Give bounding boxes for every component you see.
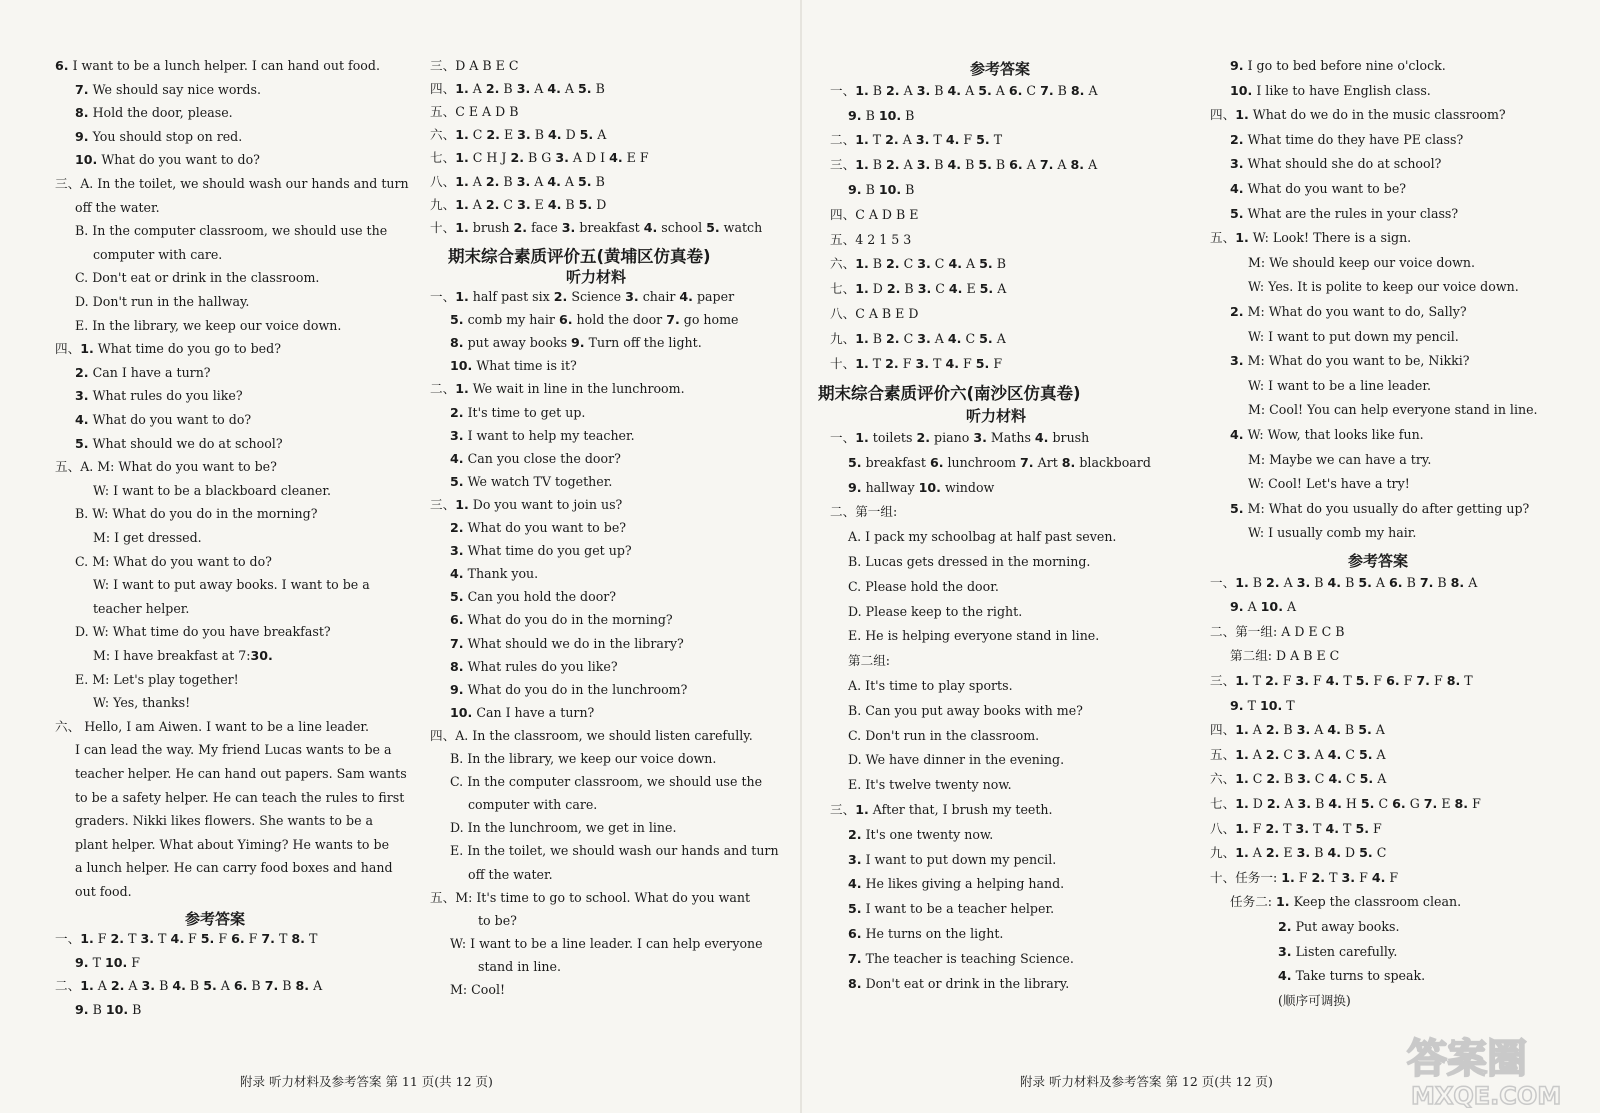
text-line: 7. We should say nice words. [75, 82, 261, 97]
text-line: 5. I want to be a teacher helper. [848, 901, 1055, 916]
text-line: 10. I like to have English class. [1230, 83, 1431, 98]
text-line: 第二组: [848, 653, 891, 668]
text-line: M: We should keep our voice down. [1248, 255, 1475, 270]
section-heading: 期末综合素质评价六(南沙区仿真卷) [818, 384, 1081, 403]
text-line: 9. I go to bed before nine o'clock. [1230, 58, 1446, 73]
text-line: teacher helper. [93, 601, 190, 616]
text-line: 十、任务一: 1. F 2. T 3. F 4. F [1210, 870, 1399, 885]
text-line: W: I want to put away books. I want to be a [93, 577, 370, 592]
text-line: B. Can you put away books with me? [848, 703, 1083, 718]
text-line: 九、1. A 2. E 3. B 4. D 5. C [1210, 845, 1387, 860]
text-line: M: I get dressed. [93, 530, 202, 545]
text-line: 10. What time is it? [450, 358, 577, 373]
page-divider [800, 0, 802, 1113]
text-line: 10. What do you want to do? [75, 152, 260, 167]
text-line: 3. I want to help my teacher. [450, 428, 635, 443]
text-line: 任务二: 1. Keep the classroom clean. [1230, 894, 1462, 909]
text-line: 7. The teacher is teaching Science. [848, 951, 1074, 966]
text-line: 第二组: D A B E C [1230, 648, 1340, 663]
text-line: 9. hallway 10. window [848, 480, 995, 495]
text-line: 六、 Hello, I am Aiwen. I want to be a line leader. [55, 719, 370, 734]
text-line: 9. B 10. B [75, 1002, 142, 1017]
text-line: 8. Don't eat or drink in the library. [848, 976, 1070, 991]
section-heading: 参考答案 [1348, 552, 1409, 570]
text-line: 9. What do you do in the lunchroom? [450, 682, 688, 697]
text-line: 3. What should she do at school? [1230, 156, 1442, 171]
text-line: 十、1. T 2. F 3. T 4. F 5. F [830, 356, 1003, 371]
text-line: D. We have dinner in the evening. [848, 752, 1065, 767]
text-line: out food. [75, 884, 132, 899]
text-line: B. In the computer classroom, we should use the [75, 223, 388, 238]
text-line: 6. I want to be a lunch helper. I can hand out food. [55, 58, 380, 73]
section-heading: 参考答案 [970, 60, 1031, 78]
text-line: 五、C E A D B [430, 104, 519, 119]
text-line: 三、1. B 2. A 3. B 4. B 5. B 6. A 7. A 8. A [830, 157, 1098, 172]
text-line: 八、C A B E D [830, 306, 919, 321]
text-line: 一、1. F 2. T 3. T 4. F 5. F 6. F 7. T 8. T [55, 931, 318, 946]
text-line: 五、M: It's time to go to school. What do you want [430, 890, 751, 905]
text-line: 五、A. M: What do you want to be? [55, 459, 277, 474]
text-line: 二、1. A 2. A 3. B 4. B 5. A 6. B 7. B 8. A [55, 978, 323, 993]
text-line: 5. M: What do you usually do after getting up? [1230, 501, 1530, 516]
text-line: 2. M: What do you want to do, Sally? [1230, 304, 1467, 319]
text-line: 6. He turns on the light. [848, 926, 1004, 941]
section-heading: 期末综合素质评价五(黄埔区仿真卷) [448, 247, 711, 266]
text-line: 9. A 10. A [1230, 599, 1297, 614]
text-line: 9. You should stop on red. [75, 129, 243, 144]
text-line: A. It's time to play sports. [848, 678, 1013, 693]
text-line: D. W: What time do you have breakfast? [75, 624, 331, 639]
text-line: 8. What rules do you like? [450, 659, 618, 674]
text-line: (顺序可调换) [1278, 993, 1351, 1008]
text-line: 7. What should we do in the library? [450, 636, 684, 651]
text-line: 四、A. In the classroom, we should listen carefully. [430, 728, 753, 743]
text-line: B. W: What do you do in the morning? [75, 506, 318, 521]
text-line: 9. T 10. F [75, 955, 141, 970]
text-line: teacher helper. He can hand out papers. Sam wants [75, 766, 407, 781]
text-line: 四、1. A 2. B 3. A 4. B 5. A [1210, 722, 1385, 737]
text-line: 一、1. half past six 2. Science 3. chair 4. paper [430, 289, 735, 304]
text-line: 2. Put away books. [1278, 919, 1400, 934]
text-line: C. Don't run in the classroom. [848, 728, 1040, 743]
watermark-url: MXQE.COM [1411, 1082, 1562, 1108]
text-line: 3. Listen carefully. [1278, 944, 1398, 959]
text-line: 五、1. W: Look! There is a sign. [1210, 230, 1412, 245]
text-line: 三、1. Do you want to join us? [430, 497, 623, 512]
text-line: 三、1. After that, I brush my teeth. [830, 802, 1053, 817]
text-line: 5. We watch TV together. [450, 474, 613, 489]
text-line: 4. He likes giving a helping hand. [848, 876, 1065, 891]
text-line: 六、1. B 2. C 3. C 4. A 5. B [830, 256, 1006, 271]
text-line: 3. What rules do you like? [75, 388, 243, 403]
text-line: B. Lucas gets dressed in the morning. [848, 554, 1091, 569]
text-line: 八、1. F 2. T 3. T 4. T 5. F [1210, 821, 1382, 836]
text-line: 4. What do you want to do? [75, 412, 252, 427]
text-line: 五、1. A 2. C 3. A 4. C 5. A [1210, 747, 1386, 762]
text-line: 2. What time do they have PE class? [1230, 132, 1464, 147]
text-line: 三、A. In the toilet, we should wash our hands and turn [55, 176, 409, 191]
watermark-logo [1403, 1028, 1565, 1108]
text-line: stand in line. [478, 959, 561, 974]
text-line: W: I want to be a line leader. [1248, 378, 1431, 393]
text-line: to be a safety helper. He can teach the rules to first [75, 790, 405, 805]
text-line: 一、1. B 2. A 3. B 4. B 5. A 6. B 7. B 8. A [1210, 575, 1478, 590]
text-line: W: Yes. It is polite to keep our voice down. [1248, 279, 1519, 294]
text-line: 4. What do you want to be? [1230, 181, 1407, 196]
text-line: 5. What are the rules in your class? [1230, 206, 1459, 221]
text-line: B. In the library, we keep our voice down. [450, 751, 717, 766]
text-line: 3. I want to put down my pencil. [848, 852, 1057, 867]
text-line: D. Please keep to the right. [848, 604, 1023, 619]
text-line: off the water. [75, 200, 160, 215]
text-line: 4. Take turns to speak. [1278, 968, 1426, 983]
text-line: to be? [478, 913, 517, 928]
text-line: 5. comb my hair 6. hold the door 7. go home [450, 312, 739, 327]
text-line: 四、C A D B E [830, 207, 919, 222]
text-line: W: Yes, thanks! [93, 695, 191, 710]
text-line: off the water. [468, 867, 553, 882]
text-line: M: Cool! [450, 982, 506, 997]
text-line: graders. Nikki likes flowers. She wants to be a [75, 813, 374, 828]
text-line: 4. Thank you. [450, 566, 539, 581]
text-line: a lunch helper. He can carry food boxes and hand [75, 860, 393, 875]
text-line: 9. T 10. T [1230, 698, 1295, 713]
text-line: 一、1. B 2. A 3. B 4. A 5. A 6. C 7. B 8. A [830, 83, 1098, 98]
text-line: D. In the lunchroom, we get in line. [450, 820, 677, 835]
text-line: 七、1. C H J 2. B G 3. A D I 4. E F [430, 150, 649, 165]
section-heading: 听力材料 [566, 268, 627, 286]
text-line: 八、1. A 2. B 3. A 4. A 5. B [430, 174, 605, 189]
text-line: 二、第一组: [830, 504, 898, 519]
text-line: 2. What do you want to be? [450, 520, 627, 535]
text-line: 5. What should we do at school? [75, 436, 283, 451]
text-line: W: I want to be a blackboard cleaner. [93, 483, 331, 498]
text-line: 6. What do you do in the morning? [450, 612, 673, 627]
text-line: C. In the computer classroom, we should use the [450, 774, 763, 789]
text-line: E. In the toilet, we should wash our hands and turn [450, 843, 779, 858]
text-line: 五、4 2 1 5 3 [830, 232, 912, 247]
text-line: I can lead the way. My friend Lucas wants to be a [75, 742, 392, 757]
text-line: 六、1. C 2. B 3. C 4. C 5. A [1210, 771, 1387, 786]
text-line: D. Don't run in the hallway. [75, 294, 250, 309]
text-line: 9. B 10. B [848, 182, 915, 197]
text-line: E. He is helping everyone stand in line. [848, 628, 1100, 643]
text-line: C. M: What do you want to do? [75, 554, 272, 569]
text-line: plant helper. What about Yiming? He wants to be [75, 837, 390, 852]
text-line: 四、1. A 2. B 3. A 4. A 5. B [430, 81, 605, 96]
text-line: computer with care. [93, 247, 223, 262]
text-line: 九、1. B 2. C 3. A 4. C 5. A [830, 331, 1006, 346]
text-line: 十、1. brush 2. face 3. breakfast 4. school 5. watch [430, 220, 763, 235]
text-line: 三、D A B E C [430, 58, 519, 73]
text-line: computer with care. [468, 797, 598, 812]
text-line: 4. W: Wow, that looks like fun. [1230, 427, 1424, 442]
text-line: 2. It's time to get up. [450, 405, 586, 420]
text-line: 5. breakfast 6. lunchroom 7. Art 8. blackboard [848, 455, 1151, 470]
text-line: E. In the library, we keep our voice down. [75, 318, 342, 333]
text-line: 四、1. What do we do in the music classroom? [1210, 107, 1506, 122]
text-line: C. Please hold the door. [848, 579, 999, 594]
text-line: 一、1. toilets 2. piano 3. Maths 4. brush [830, 430, 1090, 445]
page12-footer: 附录 听力材料及参考答案 第 12 页(共 12 页) [1020, 1074, 1273, 1089]
text-line: 8. put away books 9. Turn off the light. [450, 335, 702, 350]
text-line: 九、1. A 2. C 3. E 4. B 5. D [430, 197, 607, 212]
text-line: 3. What time do you get up? [450, 543, 632, 558]
text-line: M: I have breakfast at 7:30. [93, 648, 273, 663]
text-line: 2. It's one twenty now. [848, 827, 994, 842]
text-line: 四、1. What time do you go to bed? [55, 341, 281, 356]
text-line: 七、1. D 2. B 3. C 4. E 5. A [830, 281, 1007, 296]
text-line: M: Maybe we can have a try. [1248, 452, 1432, 467]
section-heading: 听力材料 [966, 407, 1027, 425]
watermark-text: 答案圈 [1407, 1036, 1527, 1082]
text-line: W: I usually comb my hair. [1248, 525, 1417, 540]
text-line: E. It's twelve twenty now. [848, 777, 1012, 792]
page11-footer: 附录 听力材料及参考答案 第 11 页(共 12 页) [240, 1074, 493, 1089]
text-line: 4. Can you close the door? [450, 451, 621, 466]
text-line: 8. Hold the door, please. [75, 105, 233, 120]
text-line: W: I want to put down my pencil. [1248, 329, 1459, 344]
text-line: C. Don't eat or drink in the classroom. [75, 270, 320, 285]
text-line: 9. B 10. B [848, 108, 915, 123]
text-line: 2. Can I have a turn? [75, 365, 211, 380]
text-line: E. M: Let's play together! [75, 672, 239, 687]
text-line: 10. Can I have a turn? [450, 705, 595, 720]
text-line: 六、1. C 2. E 3. B 4. D 5. A [430, 127, 607, 142]
text-line: 七、1. D 2. A 3. B 4. H 5. C 6. G 7. E 8. F [1210, 796, 1481, 811]
text-line: W: I want to be a line leader. I can help everyone [450, 936, 763, 951]
text-line: M: Cool! You can help everyone stand in line. [1248, 402, 1538, 417]
text-line: 5. Can you hold the door? [450, 589, 617, 604]
section-heading: 参考答案 [185, 910, 246, 928]
text-line: W: Cool! Let's have a try! [1248, 476, 1410, 491]
text-line: 二、1. T 2. A 3. T 4. F 5. T [830, 132, 1003, 147]
text-line: 二、1. We wait in line in the lunchroom. [430, 381, 685, 396]
text-line: 三、1. T 2. F 3. F 4. T 5. F 6. F 7. F 8. T [1210, 673, 1473, 688]
text-line: 3. M: What do you want to be, Nikki? [1230, 353, 1470, 368]
text-line: A. I pack my schoolbag at half past seven. [848, 529, 1117, 544]
text-line: 二、第一组: A D E C B [1210, 624, 1345, 639]
